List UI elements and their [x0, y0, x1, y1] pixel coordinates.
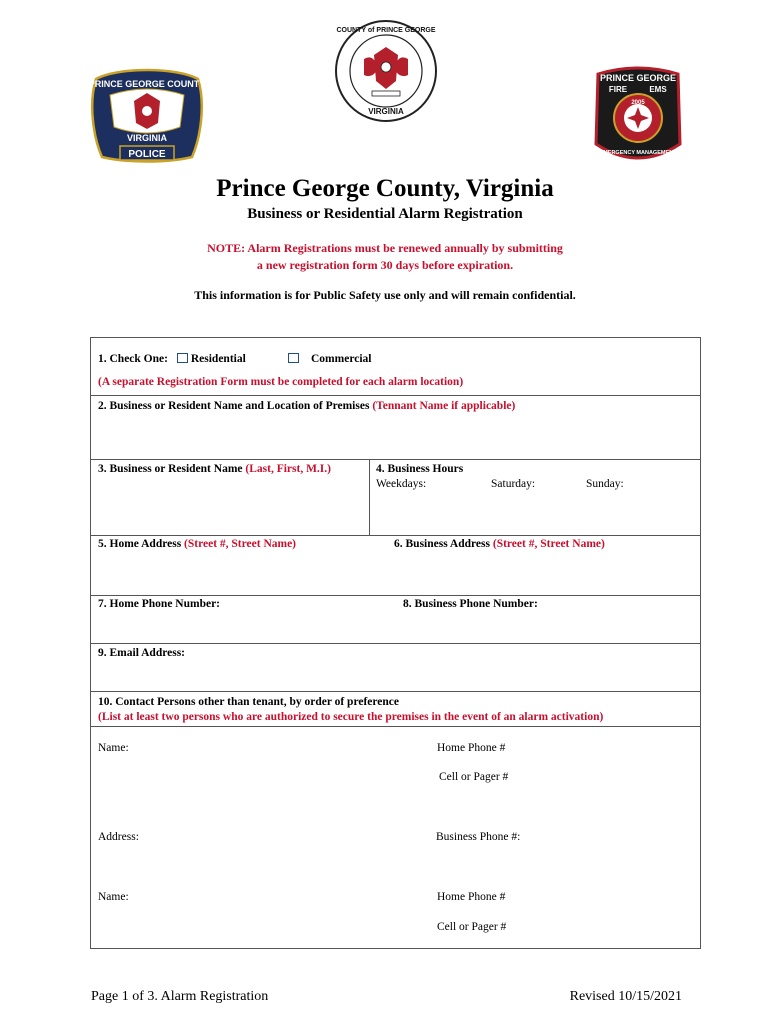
form-divider	[90, 595, 701, 596]
contact-business-phone-label[interactable]: Business Phone #:	[436, 831, 521, 843]
fire-logo-text: PRINCE GEORGE	[599, 73, 677, 83]
residential-label: Residential	[190, 353, 246, 365]
footer-revision-date: Revised 10/15/2021	[569, 989, 682, 1004]
police-badge-logo	[88, 65, 206, 171]
commercial-checkbox[interactable]	[288, 353, 299, 363]
business-hours-label: 4. Business Hours	[376, 463, 464, 475]
business-address-note: (Street #, Street Name)	[492, 538, 605, 550]
police-logo-text: PRINCE GEORGE COUNTY	[88, 79, 206, 89]
contact1-home-phone-label[interactable]: Home Phone #	[437, 742, 506, 754]
contact1-cell-label[interactable]: Cell or Pager #	[439, 771, 509, 783]
premises-note: (Tennant Name if applicable)	[372, 400, 516, 412]
field-premises[interactable]	[98, 400, 515, 412]
fire-logo-ems: EMS	[649, 85, 667, 94]
check-one-label: 1. Check One:	[98, 353, 168, 365]
fire-logo-fire: FIRE	[608, 85, 628, 94]
premises-label: 2. Business or Resident Name and Location of Premises	[98, 400, 370, 412]
home-address-note: (Street #, Street Name)	[184, 538, 297, 550]
form-divider	[90, 726, 701, 727]
residential-checkbox[interactable]	[177, 353, 188, 363]
form-divider	[90, 535, 701, 536]
form-divider	[90, 691, 701, 692]
county-seal-logo	[334, 19, 438, 123]
renewal-note-line2: a new registration form 30 days before expiration.	[256, 258, 514, 272]
form-divider	[369, 459, 370, 535]
home-address-label: 5. Home Address	[98, 538, 182, 550]
resident-name-label: 3. Business or Resident Name	[98, 463, 243, 475]
fire-logo-year: 2005	[631, 100, 645, 106]
field-resident-name[interactable]	[98, 463, 331, 475]
resident-name-note: (Last, First, M.I.)	[245, 463, 331, 475]
contacts-section-note: (List at least two persons who are authorized to secure the premises in the event of an alarm activation)	[98, 711, 604, 723]
form-divider	[90, 459, 701, 460]
email-field-label[interactable]: 9. Email Address:	[98, 647, 186, 659]
field-home-address[interactable]	[98, 538, 296, 550]
business-phone-field-label[interactable]: 8. Business Phone Number:	[403, 598, 538, 610]
county-seal-state: VIRGINIA	[368, 107, 404, 116]
footer-page-info: Page 1 of 3. Alarm Registration	[91, 989, 269, 1004]
police-logo-state: VIRGINIA	[126, 133, 168, 143]
commercial-option	[282, 353, 371, 365]
fire-logo-bottom: EMERGENCY MANAGEMENT	[599, 150, 677, 156]
page-title: Prince George County, Virginia	[216, 175, 554, 202]
weekdays-label: Weekdays:	[376, 478, 427, 490]
contact-address-label[interactable]: Address:	[98, 831, 139, 843]
saturday-label: Saturday:	[491, 478, 536, 490]
commercial-label: Commercial	[311, 353, 372, 365]
contact2-cell-label[interactable]: Cell or Pager #	[437, 921, 507, 933]
contact2-name-label[interactable]: Name:	[98, 891, 129, 903]
sunday-label: Sunday:	[586, 478, 624, 490]
form-divider	[90, 643, 701, 644]
field-business-address[interactable]	[394, 538, 605, 550]
contacts-section-label: 10. Contact Persons other than tenant, by order of preference	[98, 696, 399, 708]
contact2-home-phone-label[interactable]: Home Phone #	[437, 891, 506, 903]
confidentiality-notice: This information is for Public Safety use only and will remain confidential.	[194, 288, 576, 302]
home-phone-field-label[interactable]: 7. Home Phone Number:	[98, 598, 221, 610]
check-one-row	[98, 353, 246, 365]
fire-ems-logo	[592, 64, 684, 166]
business-address-label: 6. Business Address	[394, 538, 490, 550]
separate-form-note: (A separate Registration Form must be completed for each alarm location)	[98, 376, 464, 388]
county-seal-text: COUNTY of PRINCE GEORGE	[336, 27, 436, 34]
police-logo-badge-text: POLICE	[128, 149, 166, 160]
renewal-note-line1: NOTE: Alarm Registrations must be renewed annually by submitting	[207, 241, 563, 255]
contact1-name-label[interactable]: Name:	[98, 742, 129, 754]
form-divider	[90, 395, 701, 396]
page-subtitle: Business or Residential Alarm Registration	[247, 206, 523, 222]
